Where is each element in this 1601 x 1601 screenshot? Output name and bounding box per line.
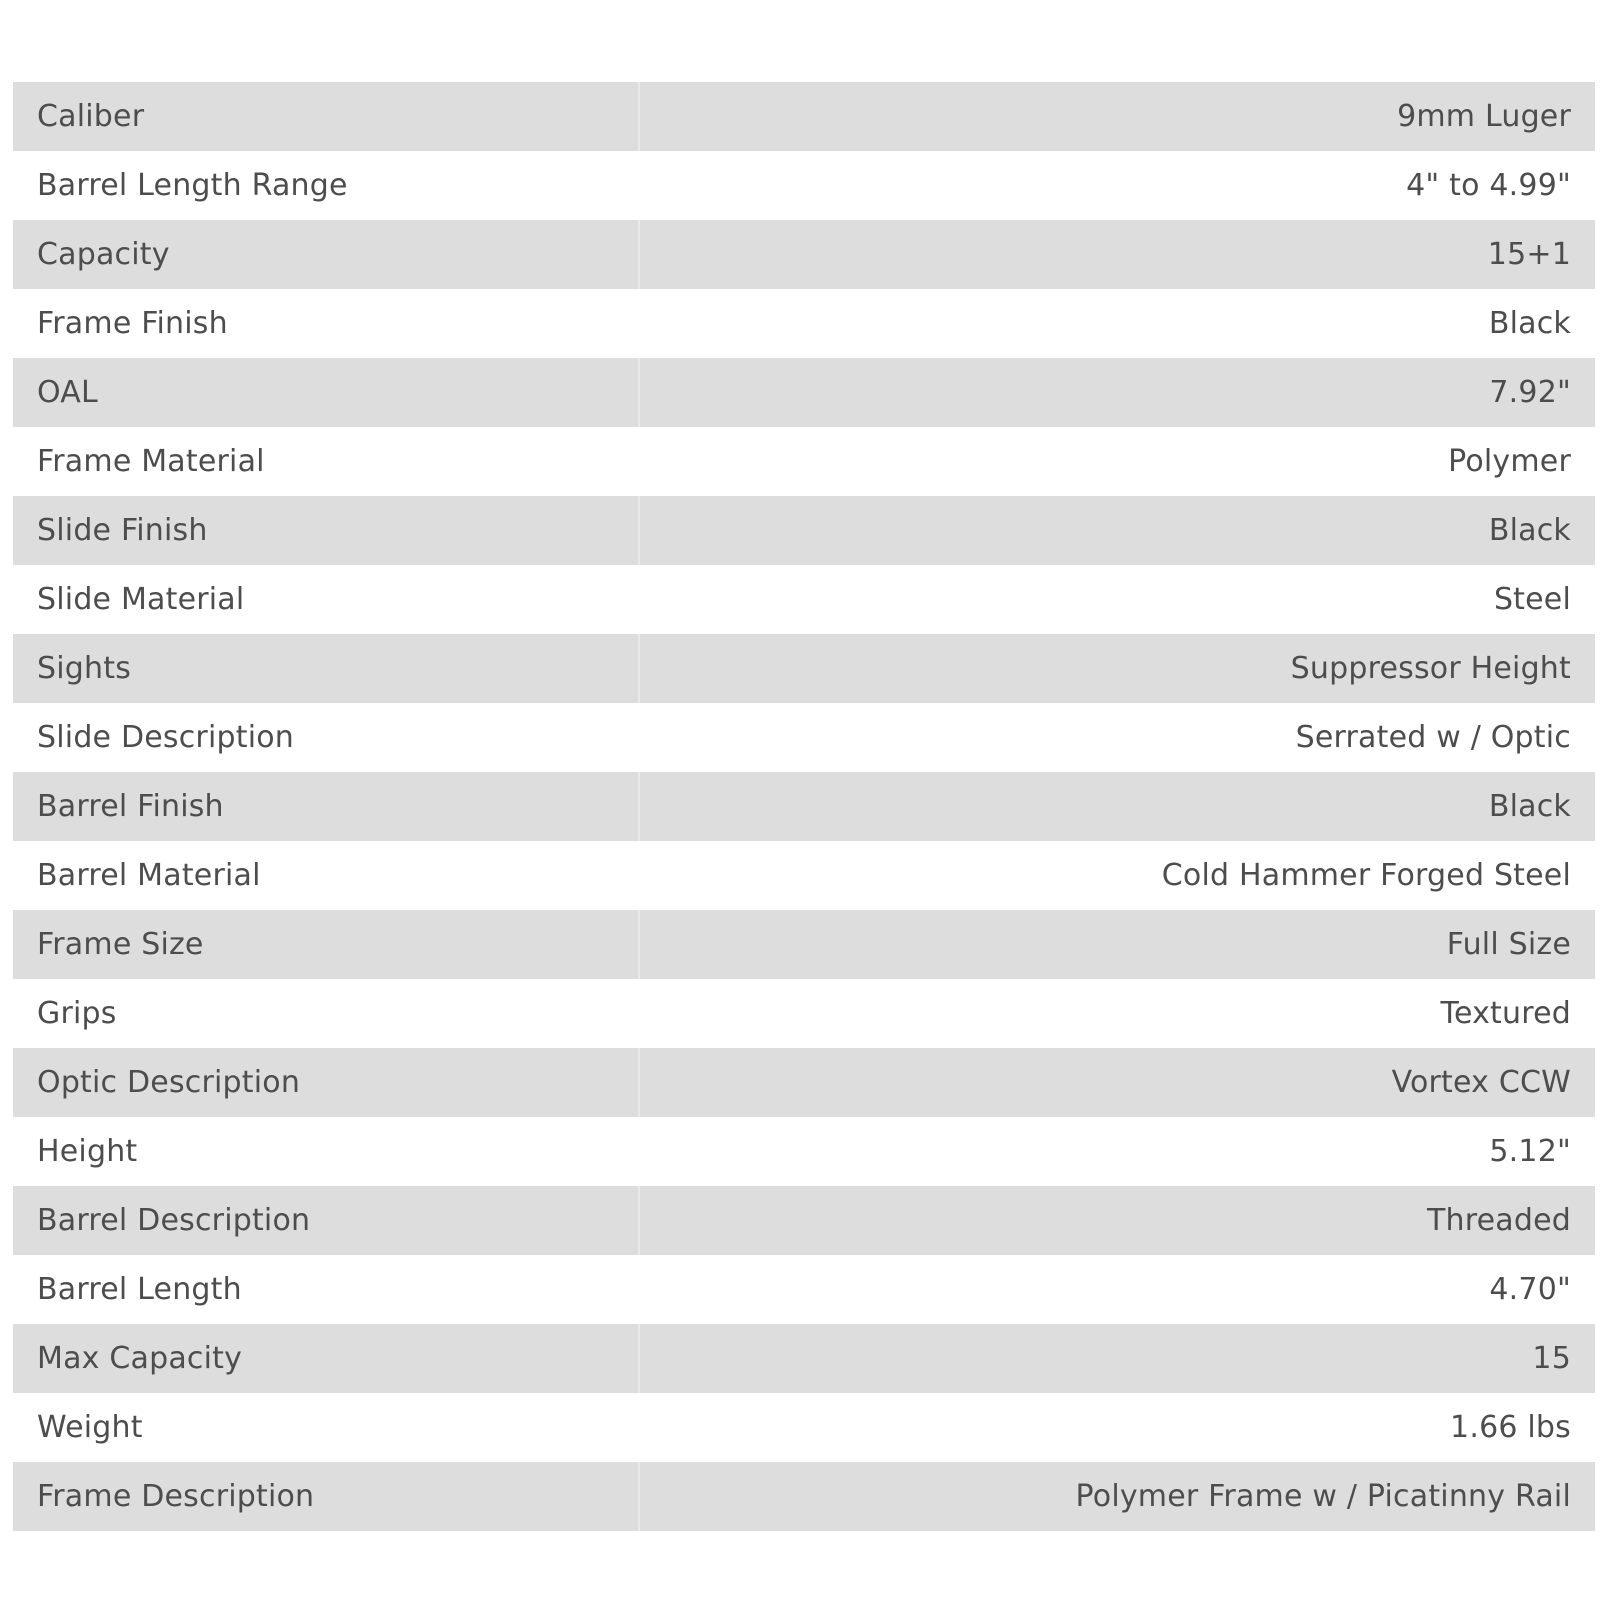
spec-label: Slide Material bbox=[37, 582, 245, 617]
spec-value: Black bbox=[639, 772, 1595, 841]
spec-row-frame-finish bbox=[13, 289, 1595, 358]
spec-row-slide-material bbox=[13, 565, 1595, 634]
spec-row-barrel-length bbox=[13, 1255, 1595, 1324]
spec-label: Optic Description bbox=[37, 1065, 301, 1100]
spec-value: Full Size bbox=[639, 910, 1595, 979]
spec-row-slide-finish bbox=[13, 496, 1595, 565]
spec-row-slide-description bbox=[13, 703, 1595, 772]
spec-row-height bbox=[13, 1117, 1595, 1186]
spec-row-sights bbox=[13, 634, 1595, 703]
spec-value: 15 bbox=[639, 1324, 1595, 1393]
spec-label: Sights bbox=[37, 651, 132, 686]
spec-value: 15+1 bbox=[639, 220, 1595, 289]
spec-label: Grips bbox=[37, 996, 117, 1031]
spec-value: Threaded bbox=[639, 1186, 1595, 1255]
spec-value: Black bbox=[639, 289, 1595, 358]
spec-value: 9mm Luger bbox=[639, 82, 1595, 151]
spec-row-oal bbox=[13, 358, 1595, 427]
spec-label: Weight bbox=[37, 1410, 143, 1445]
spec-row-barrel-length-range bbox=[13, 151, 1595, 220]
spec-value: Textured bbox=[639, 979, 1595, 1048]
spec-value: 4" to 4.99" bbox=[639, 151, 1595, 220]
spec-label: Barrel Finish bbox=[37, 789, 224, 824]
spec-row-weight bbox=[13, 1393, 1595, 1462]
spec-label: Frame Material bbox=[37, 444, 265, 479]
spec-row-frame-material bbox=[13, 427, 1595, 496]
spec-value: Steel bbox=[639, 565, 1595, 634]
spec-value: 5.12" bbox=[639, 1117, 1595, 1186]
spec-value: Black bbox=[639, 496, 1595, 565]
spec-value: 7.92" bbox=[639, 358, 1595, 427]
spec-label: Barrel Length bbox=[37, 1272, 242, 1307]
spec-label: Frame Description bbox=[37, 1479, 315, 1514]
spec-row-frame-size bbox=[13, 910, 1595, 979]
spec-row-barrel-material bbox=[13, 841, 1595, 910]
spec-label: Barrel Description bbox=[37, 1203, 311, 1238]
spec-row-barrel-description bbox=[13, 1186, 1595, 1255]
specifications-table bbox=[13, 82, 1595, 1531]
spec-row-grips bbox=[13, 979, 1595, 1048]
spec-label: Height bbox=[37, 1134, 138, 1169]
spec-label: Max Capacity bbox=[37, 1341, 243, 1376]
spec-row-barrel-finish bbox=[13, 772, 1595, 841]
spec-label: Frame Size bbox=[37, 927, 204, 962]
spec-row-optic-description bbox=[13, 1048, 1595, 1117]
spec-value: 1.66 lbs bbox=[639, 1393, 1595, 1462]
spec-label: Barrel Material bbox=[37, 858, 261, 893]
spec-value: Serrated w / Optic bbox=[639, 703, 1595, 772]
spec-value: Vortex CCW bbox=[639, 1048, 1595, 1117]
spec-label: Slide Finish bbox=[37, 513, 208, 548]
spec-label: Slide Description bbox=[37, 720, 295, 755]
spec-value: Polymer Frame w / Picatinny Rail bbox=[639, 1462, 1595, 1531]
spec-value: Cold Hammer Forged Steel bbox=[639, 841, 1595, 910]
spec-label: Caliber bbox=[37, 99, 145, 134]
spec-label: OAL bbox=[37, 375, 98, 410]
specifications-table-body bbox=[13, 82, 1595, 1531]
spec-row-max-capacity bbox=[13, 1324, 1595, 1393]
spec-row-capacity bbox=[13, 220, 1595, 289]
spec-value: 4.70" bbox=[639, 1255, 1595, 1324]
spec-value: Suppressor Height bbox=[639, 634, 1595, 703]
spec-value: Polymer bbox=[639, 427, 1595, 496]
spec-row-caliber bbox=[13, 82, 1595, 151]
spec-label: Frame Finish bbox=[37, 306, 228, 341]
spec-row-frame-description bbox=[13, 1462, 1595, 1531]
spec-label: Barrel Length Range bbox=[37, 168, 348, 203]
spec-label: Capacity bbox=[37, 237, 170, 272]
